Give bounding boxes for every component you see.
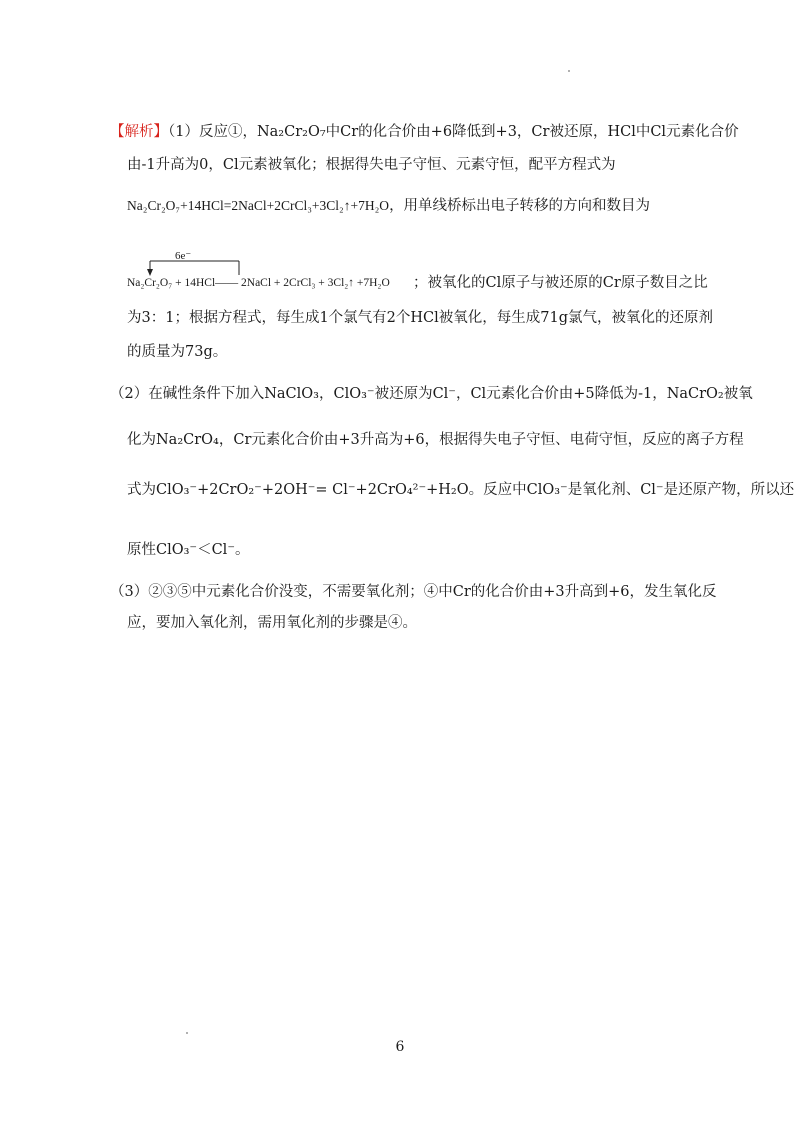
p2-line1: （2）在碱性条件下加入NaClO₃，ClO₃⁻被还原为Cl⁻，Cl元素化合价由+5降低为-1，NaCrO₂被氧 <box>110 386 753 402</box>
p1-line4: 为3：1；根据方程式，每生成1个氯气有2个HCl被氧化，每生成71g氯气，被氧化的还原剂 <box>127 310 714 326</box>
bridge-equation: Na₂Cr₂O₇ + 14HCl—— 2NaCl + 2CrCl₃ + 3Cl₂↑ +7H₂O <box>127 277 390 289</box>
balanced-equation: Na₂Cr₂O₇+14HCl=2NaCl+2CrCl₃+3Cl₂↑+7H₂O <box>127 198 390 213</box>
bridge-electron-label: 6e⁻ <box>175 250 192 262</box>
p2-line4: 原性ClO₃⁻＜Cl⁻。 <box>127 542 250 558</box>
p1-line1: 【解析】（1）反应①，Na₂Cr₂O₇中Cr的化合价由+6降低到+3，Cr被还原，HCl中Cl元素化合价 <box>110 124 739 140</box>
p2-line3: 式为ClO₃⁻+2CrO₂⁻+2OH⁻= Cl⁻+2CrO₄²⁻+H₂O。反应中ClO₃⁻是氧化剂、Cl⁻是还原产物，所以还 <box>127 482 795 498</box>
decorative-dot-top <box>568 70 570 72</box>
p2-line2: 化为Na₂CrO₄，Cr元素化合价由+3升高为+6，根据得失电子守恒、电荷守恒，反应的离子方程 <box>127 432 744 448</box>
electron-transfer-bridge <box>127 250 417 295</box>
bridge-arrow-icon <box>147 255 257 277</box>
p1-line5: 的质量为73g。 <box>127 344 228 360</box>
p1-after-bridge: ；被氧化的Cl原子与被还原的Cr原子数目之比 <box>413 275 708 291</box>
analysis-tag: 【解析】 <box>110 124 168 140</box>
decorative-dot-bottom <box>186 1032 188 1034</box>
p1-line2: 由-1升高为0，Cl元素被氧化；根据得失电子守恒、元素守恒，配平方程式为 <box>127 157 616 173</box>
p3-line2: 应，要加入氧化剂，需用氧化剂的步骤是④。 <box>127 615 417 631</box>
page-number: 6 <box>395 1039 405 1055</box>
p1-equation-line: Na₂Cr₂O₇+14HCl=2NaCl+2CrCl₃+3Cl₂↑+7H₂O，用单线桥标出电子转移的方向和数目为 <box>127 198 651 214</box>
p3-line1: （3）②③⑤中元素化合价没变，不需要氧化剂；④中Cr的化合价由+3升高到+6，发生氧化反 <box>110 584 717 600</box>
